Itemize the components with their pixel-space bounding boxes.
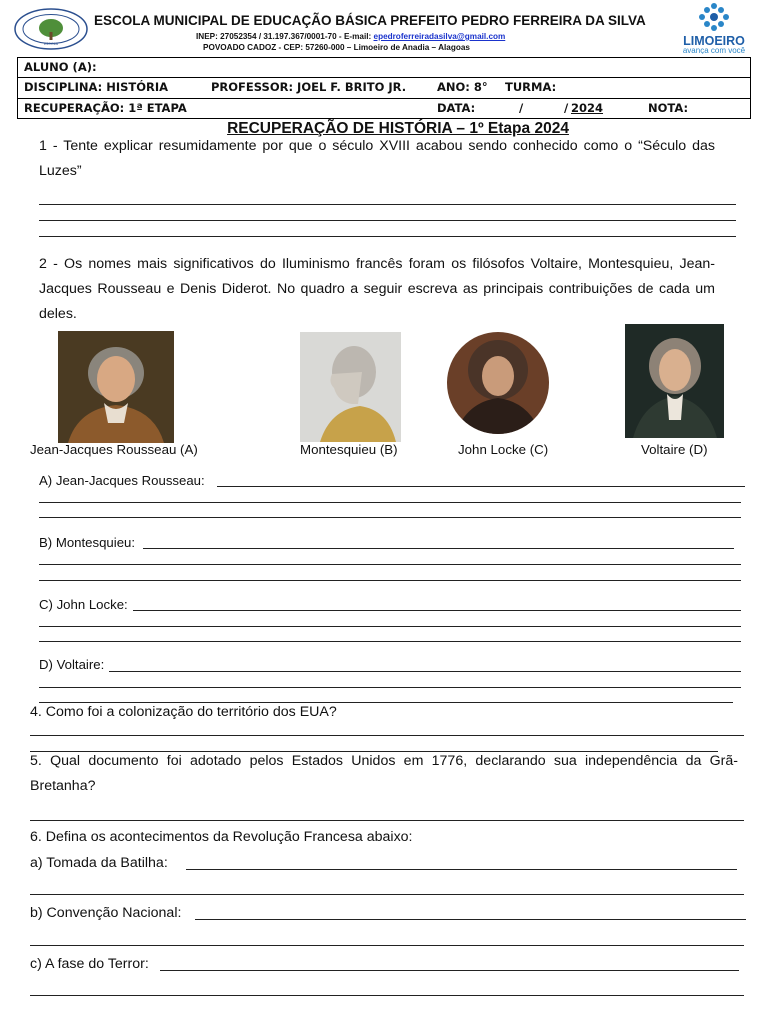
limoeiro-brand-logo xyxy=(666,2,762,54)
answer-a-label: A) Jean-Jacques Rousseau: xyxy=(39,473,205,488)
caption-voltaire: Voltaire (D) xyxy=(641,442,708,457)
answer-line[interactable] xyxy=(30,735,744,736)
item-b-label: b) Convenção Nacional: xyxy=(30,905,182,921)
answer-line[interactable] xyxy=(186,869,737,870)
answer-line[interactable] xyxy=(109,671,741,672)
seal-caption: ESCOLA xyxy=(43,42,59,46)
discipline-label: DISCIPLINA: HISTÓRIA xyxy=(24,80,169,94)
brand-tagline: avança com você xyxy=(682,46,746,54)
answer-line[interactable] xyxy=(30,995,744,996)
answer-line[interactable] xyxy=(133,610,741,611)
caption-rousseau: Jean-Jacques Rousseau (A) xyxy=(30,442,198,457)
question-6-text: 6. Defina os acontecimentos da Revolução Francesa abaixo: xyxy=(30,829,413,845)
answer-c-label: C) John Locke: xyxy=(39,597,128,612)
answer-line[interactable] xyxy=(39,236,736,237)
date-slash-2: / xyxy=(564,101,569,115)
answer-line[interactable] xyxy=(217,486,745,487)
brand-name: LIMOEIRO xyxy=(683,34,745,48)
page-title: RECUPERAÇÃO DE HISTÓRIA – 1º Etapa 2024 xyxy=(227,120,569,137)
grade-label: NOTA: xyxy=(648,101,689,115)
item-a-label: a) Tomada da Batilha: xyxy=(30,855,168,871)
answer-line[interactable] xyxy=(39,702,733,703)
school-seal-logo xyxy=(14,8,88,50)
question-2-text: 2 - Os nomes mais significativos do Iluminismo francês foram os filósofos Voltaire, Montesquieu, Jean-Jacques Rousseau e Denis Diderot. No quadro a seguir escreva as principais contribuições de cada um deles. xyxy=(39,256,715,322)
portrait-locke-image xyxy=(447,332,549,434)
answer-line[interactable] xyxy=(39,204,736,205)
portrait-voltaire-image xyxy=(625,324,724,438)
email-link[interactable]: epedroferreiradasilva@gmail.com xyxy=(373,32,506,41)
answer-line[interactable] xyxy=(39,220,736,221)
answer-line[interactable] xyxy=(39,626,741,627)
answer-b-label: B) Montesquieu: xyxy=(39,535,136,550)
professor-label: PROFESSOR: JOEL F. BRITO JR. xyxy=(211,80,407,94)
date-slash-1: / xyxy=(519,101,524,115)
date-label: DATA: xyxy=(437,101,476,115)
answer-line[interactable] xyxy=(39,580,741,581)
question-5-text: 5. Qual documento foi adotado pelos Estados Unidos em 1776, declarando sua independência da Grã-Bretanha? xyxy=(30,753,738,794)
answer-line[interactable] xyxy=(160,970,739,971)
answer-line[interactable] xyxy=(30,820,744,821)
recovery-stage-label: RECUPERAÇÃO: 1ª ETAPA xyxy=(24,101,187,115)
caption-montesquieu: Montesquieu (B) xyxy=(300,442,398,457)
question-4-text: 4. Como foi a colonização do território dos EUA? xyxy=(30,704,337,720)
caption-locke: John Locke (C) xyxy=(458,442,549,457)
answer-line[interactable] xyxy=(143,548,734,549)
portrait-rousseau-image xyxy=(58,331,174,443)
portrait-montesquieu-image xyxy=(300,332,401,442)
inep-text: INEP: 27052354 / 31.197.367/0001-70 - E-mail: xyxy=(196,32,374,41)
answer-line[interactable] xyxy=(30,945,744,946)
address-line: POVOADO CADOZ - CEP: 57260-000 – Limoeiro de Anadia – Alagoas xyxy=(203,43,470,52)
student-field-label: ALUNO (A): xyxy=(24,60,97,74)
answer-line[interactable] xyxy=(195,919,746,920)
answer-line[interactable] xyxy=(39,564,741,565)
answer-line[interactable] xyxy=(39,502,741,503)
inep-line xyxy=(196,32,505,41)
answer-line[interactable] xyxy=(39,517,741,518)
item-c-label: c) A fase do Terror: xyxy=(30,956,149,972)
answer-line[interactable] xyxy=(39,641,741,642)
date-year: 2024 xyxy=(571,101,604,115)
question-1-text: 1 - Tente explicar resumidamente por que o século XVIII acabou sendo conhecido como o “Século das Luzes” xyxy=(39,138,715,179)
answer-line[interactable] xyxy=(39,687,741,688)
student-info-box xyxy=(17,57,751,119)
year-grade-label: ANO: 8° xyxy=(437,80,488,94)
class-label: TURMA: xyxy=(505,80,557,94)
answer-d-label: D) Voltaire: xyxy=(39,657,105,672)
answer-line[interactable] xyxy=(30,894,744,895)
school-name: ESCOLA MUNICIPAL DE EDUCAÇÃO BÁSICA PREFEITO PEDRO FERREIRA DA SILVA xyxy=(94,13,646,28)
